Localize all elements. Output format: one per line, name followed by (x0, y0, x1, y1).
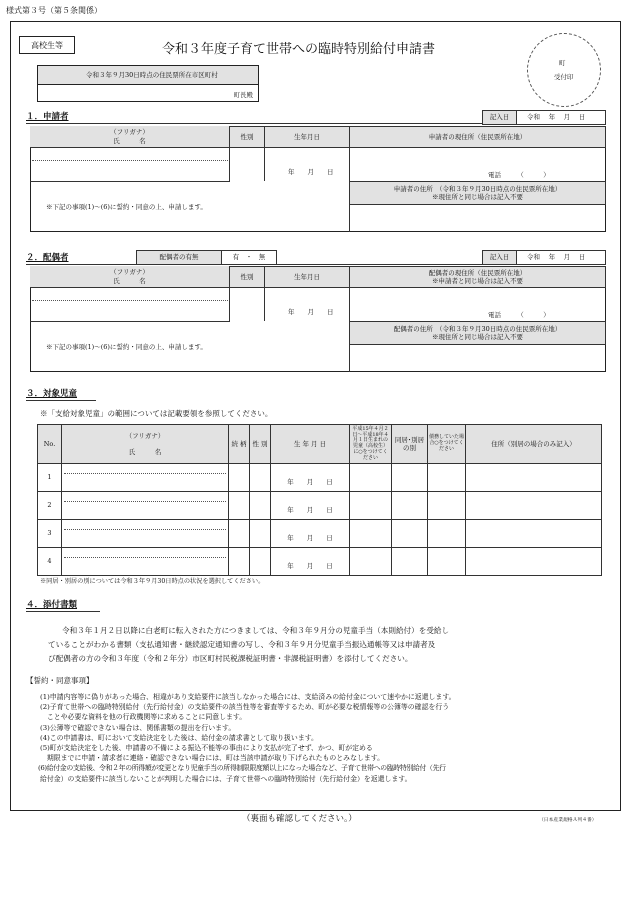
reception-stamp (527, 33, 601, 107)
stamp-line1: 町 (559, 59, 566, 67)
child-relation-input[interactable] (228, 463, 250, 492)
col-name (61, 424, 229, 464)
spouse-birth-label: 生年月日 (264, 266, 350, 288)
v5 (264, 287, 265, 321)
child-born-input[interactable] (349, 547, 392, 576)
child-cohabit-input[interactable] (391, 547, 428, 576)
applicant-name-label: 氏 名 (113, 136, 146, 145)
vow-item: (6)給付金の支給後、令和２年の所得額が変更となり児童手当の所得制限限度額以上になった場合など、子育て世帯への臨時特別給付（先行 (38, 764, 446, 773)
spouse-address-0930-line2: ※現住所と同じ場合は記入不要 (432, 333, 523, 341)
attachment-text2: ていることがわかる書類（支払通知書・継続認定通知書の写し、令和３年９月分児童手当振込通帳等又は申請者及 (48, 640, 436, 649)
mayor-suffix: 町長殿 (233, 91, 253, 99)
attachment-text3: び配偶者の方の令和３年度（令和２年分）市区町村民税課税証明書・非課税証明書）を添付してください。 (48, 654, 413, 663)
child-born-input[interactable] (349, 519, 392, 548)
applicant-birth-label: 生年月日 (264, 126, 350, 148)
spouse-address-label (349, 266, 606, 288)
child-address-input[interactable] (465, 491, 602, 520)
address-label: 令和３年９月30日時点の住民票所在市区町村 (86, 71, 218, 79)
col-born: 平成15年４月２日～平成18年４月１日生まれの児童（高校生）に○をつけてください (349, 424, 392, 464)
child-paid-input[interactable] (427, 519, 466, 548)
spouse-date-label: 記入日 (482, 250, 517, 265)
applicant-address-0930-label (349, 181, 606, 205)
address-label-box (37, 65, 259, 85)
vow-item: 期限までに申請・請求者に連絡・確認できない場合には、町は当該申請が取り下げられたものとみなします。 (40, 754, 384, 763)
col-furigana: （フリガナ） (125, 431, 165, 440)
spouse-presence-label: 配偶者の有無 (136, 250, 222, 265)
col-relation: 続 柄 (228, 424, 250, 464)
applicant-date-label: 記入日 (482, 110, 517, 125)
applicant-address-0930-input[interactable] (351, 206, 604, 230)
paper-size: （日本産業規格Ａ列４番） (539, 818, 597, 823)
spouse-address-0930-line1: 配偶者の住所 （令和３年９月30日時点の住民票所在地） (393, 324, 562, 333)
applicant-address-0930-line2: ※現住所と同じ場合は記入不要 (432, 193, 523, 201)
child-relation-input[interactable] (228, 491, 250, 520)
child-cohabit-input[interactable] (391, 463, 428, 492)
applicant-heading: １．申請者 (26, 112, 69, 122)
applicant-birth-value[interactable]: 年 月 日 (288, 168, 334, 176)
spouse-phone[interactable]: 電話 （ ） (488, 311, 550, 319)
child-birth-input[interactable]: 年 月 日 (270, 491, 350, 520)
vow-item: ことや必要な資料を他の行政機関等に求めることに同意します。 (40, 713, 247, 722)
child-gender-input[interactable] (249, 519, 271, 548)
col-name-label: 氏 名 (128, 448, 162, 456)
form-number: 様式第３号（第５条関係） (6, 6, 102, 15)
spouse-presence-value[interactable]: 有 ・ 無 (221, 250, 277, 265)
applicant-consent: ※下記の事項(1)～(6)に誓約・同意の上、申請します。 (46, 203, 207, 211)
spouse-address-0930-label (349, 321, 606, 345)
spouse-date[interactable]: 令和 年 月 日 (516, 250, 606, 265)
row-no: 2 (37, 491, 62, 520)
spouse-name-input[interactable] (32, 290, 228, 320)
row-no: 1 (37, 463, 62, 492)
applicant-date[interactable]: 令和 年 月 日 (516, 110, 606, 125)
attachment-underline (26, 611, 100, 612)
child-born-input[interactable] (349, 491, 392, 520)
applicant-furigana-label: （フリガナ） (110, 128, 149, 137)
child-birth-input[interactable]: 年 月 日 (270, 519, 350, 548)
col-paid: 債務していた場合○をつけてください (427, 424, 466, 464)
child-gender-input[interactable] (249, 491, 271, 520)
attachment-text1: 令和３年１月２日以降に白老町に転入された方につきましては、令和３年９月分の児童手当（本則給付）を受給し (62, 626, 450, 635)
child-name-input[interactable] (61, 519, 229, 548)
child-birth-input[interactable]: 年 月 日 (270, 463, 350, 492)
spouse-name-label: 氏 名 (113, 276, 146, 285)
spouse-heading: ２．配偶者 (26, 253, 69, 263)
child-gender-input[interactable] (249, 547, 271, 576)
child-name-input[interactable] (61, 547, 229, 576)
spouse-address-line2: ※申請者と同じ場合は記入不要 (432, 277, 523, 285)
spouse-birth-value[interactable]: 年 月 日 (288, 308, 334, 316)
spouse-consent: ※下記の事項(1)～(6)に誓約・同意の上、申請します。 (46, 343, 207, 351)
vow-item: (4)この申請書は、町において支給決定をした後は、給付金の請求書として取り扱います。 (40, 733, 318, 742)
child-address-input[interactable] (465, 547, 602, 576)
vow-item: (1)申請内容等に偽りがあった場合、相違があり支給要件に該当しなかった場合には、支給済みの給付金について速やかに返還します。 (40, 693, 456, 701)
col-cohabit: 同居･別居の別 (391, 424, 428, 464)
row-no: 3 (37, 519, 62, 548)
child-cohabit-input[interactable] (391, 491, 428, 520)
applicant-gender-input[interactable] (231, 150, 263, 180)
spouse-name-bottom (30, 321, 230, 322)
spouse-address-0930-input[interactable] (351, 346, 604, 370)
children-rows (37, 463, 602, 576)
col-no: No. (37, 424, 62, 464)
stamp-line2: 受付印 (554, 73, 574, 81)
applicant-name-header (30, 126, 230, 148)
row-no: 4 (37, 547, 62, 576)
children-heading: ３．対象児童 (26, 389, 78, 399)
applicant-address-0930-line1: 申請者の住所 （令和３年９月30日時点の住民票所在地） (393, 184, 562, 193)
vow-item: (2)子育て世帯への臨時特別給付（先行給付金）の支給要件の該当性等を審査等するため、町が必要な税情報等の公簿等の確認を行う (40, 703, 450, 712)
vow-item: (3)公簿等で確認できない場合は、関係書類の提出を行います。 (40, 723, 236, 732)
child-born-input[interactable] (349, 463, 392, 492)
attachment-heading: ４．添付書類 (26, 600, 78, 610)
v4 (229, 287, 230, 321)
children-footnote: ※同居・別居の別については令和３年９月30日時点の状況を選択してください。 (40, 578, 265, 585)
child-cohabit-input[interactable] (391, 519, 428, 548)
children-note: ※「支給対象児童」の範囲については記載要領を参照してください。 (40, 409, 273, 418)
child-paid-input[interactable] (427, 547, 466, 576)
vow-item: (5)町が支給決定をした後、申請書の不備による振込不能等の事由により支払が完了せず、かつ、町が定める (40, 744, 373, 753)
child-gender-input[interactable] (249, 463, 271, 492)
child-relation-input[interactable] (228, 519, 250, 548)
spouse-gender-label: 性別 (229, 266, 265, 288)
spouse-address-line1: 配偶者の現住所（住民票所在地） (428, 268, 527, 277)
applicant-underline (26, 123, 482, 124)
child-address-input[interactable] (465, 519, 602, 548)
spouse-gender-input[interactable] (231, 290, 263, 320)
col-address: 住所（別居の場合のみ記入） (465, 424, 602, 464)
spouse-furigana-label: （フリガナ） (110, 268, 149, 277)
badge: 高校生等 (19, 36, 75, 54)
child-birth-input[interactable]: 年 月 日 (270, 547, 350, 576)
child-paid-input[interactable] (427, 463, 466, 492)
applicant-gender-label: 性別 (229, 126, 265, 148)
col-gender: 性 別 (249, 424, 271, 464)
vows-list (40, 692, 605, 784)
spouse-name-header (30, 266, 230, 288)
child-relation-input[interactable] (228, 547, 250, 576)
v2 (264, 147, 265, 181)
vows-heading: 【誓約・同意事項】 (26, 676, 94, 685)
address-input[interactable] (37, 84, 259, 102)
child-address-input[interactable] (465, 463, 602, 492)
col-birth: 生 年 月 日 (270, 424, 350, 464)
vow-item: 給付金）の支給要件に該当しないことが判明した場合には、子育て世帯への臨時特別給付（先行給付金）を返還します。 (40, 774, 412, 783)
page-title: 令和３年度子育て世帯への臨時特別給付申請書 (162, 42, 436, 57)
children-underline (26, 400, 96, 401)
child-paid-input[interactable] (427, 491, 466, 520)
child-name-input[interactable] (61, 463, 229, 492)
applicant-phone[interactable]: 電話 （ ） (488, 171, 550, 179)
applicant-name-bottom (30, 181, 230, 182)
applicant-address-label: 申請者の現住所（住民票所在地） (349, 126, 606, 148)
applicant-name-input[interactable] (32, 150, 228, 180)
back-note: （裏面も確認してください。） (242, 814, 357, 824)
child-name-input[interactable] (61, 491, 229, 520)
v1 (229, 147, 230, 181)
